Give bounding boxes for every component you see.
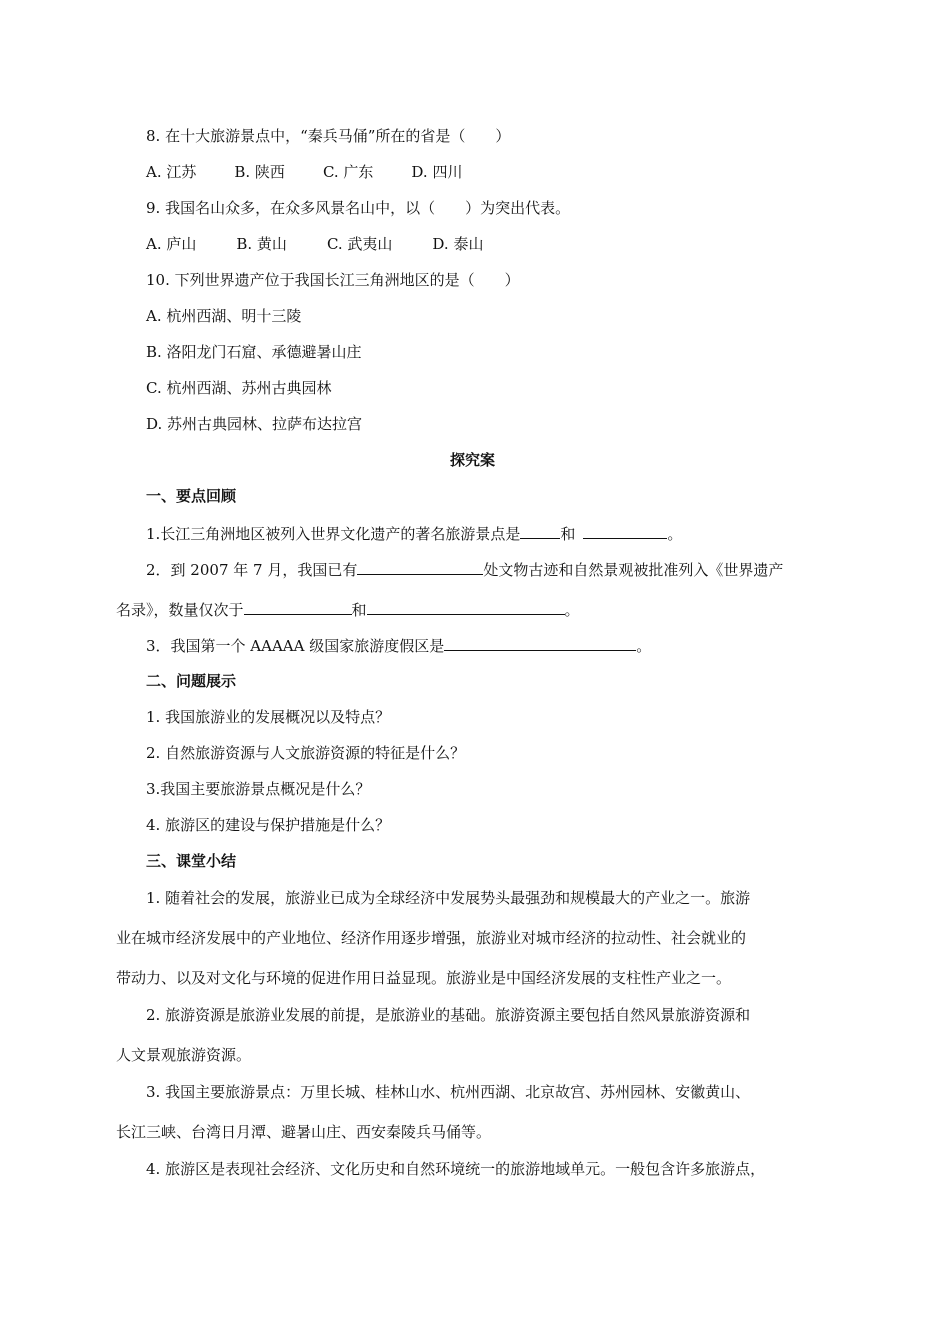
q10-option-a: A. 杭州西湖、明十三陵: [146, 307, 302, 325]
q9-option-a: A. 庐山: [146, 235, 197, 253]
q10-stem: 10. 下列世界遗产位于我国长江三角洲地区的是（ ）: [146, 271, 520, 289]
q9-stem: 9. 我国名山众多，在众多风景名山中，以（ ）为突出代表。: [146, 199, 571, 217]
review-heading: 一、要点回顾: [146, 487, 237, 505]
q8-option-b: B. 陕西: [234, 163, 285, 181]
question-item: 1. 我国旅游业的发展概况以及特点？: [146, 708, 391, 726]
summary-p1-line2: 业在城市经济发展中的产业地位、经济作用逐步增强，旅游业对城市经济的拉动性、社会就业的: [116, 929, 747, 947]
answer-blank[interactable]: [244, 598, 352, 615]
q8-stem: 8. 在十大旅游景点中，“秦兵马俑”所在的省是（ ）: [146, 127, 511, 145]
summary-p2-line1: 2. 旅游资源是旅游业发展的前提，是旅游业的基础。旅游资源主要包括自然风景旅游资源和: [146, 1006, 751, 1024]
summary-p1-line3: 带动力、以及对文化与环境的促进作用日益显现。旅游业是中国经济发展的支柱性产业之一。: [116, 969, 732, 987]
q9-option-d: D. 泰山: [432, 235, 484, 253]
summary-p1-line1: 1. 随着社会的发展，旅游业已成为全球经济中发展势头最强劲和规模最大的产业之一。旅游: [146, 889, 751, 907]
questions-heading: 二、问题展示: [146, 672, 237, 690]
question-item: 3.我国主要旅游景点概况是什么？: [146, 780, 371, 798]
q9-option-c: C. 武夷山: [326, 235, 393, 253]
q10-option-c: C. 杭州西湖、苏州古典园林: [146, 379, 332, 397]
answer-blank[interactable]: [367, 598, 565, 615]
q8-options: [146, 162, 462, 182]
q8-option-d: D. 四川: [411, 163, 463, 181]
section-title: 探究案: [450, 451, 496, 469]
question-item: 4. 旅游区的建设与保护措施是什么？: [146, 816, 391, 834]
review-item-2-continued: 名录》，数量仅次于 和 。: [116, 598, 580, 620]
answer-blank[interactable]: [583, 522, 667, 539]
q9-options: [146, 234, 483, 254]
q8-option-a: A. 江苏: [146, 163, 197, 181]
review-item-3: 3．我国第一个 AAAAA 级国家旅游度假区是 。: [146, 634, 651, 656]
summary-heading: 三、课堂小结: [146, 852, 237, 870]
question-item: 2. 自然旅游资源与人文旅游资源的特征是什么？: [146, 744, 466, 762]
q10-option-b: B. 洛阳龙门石窟、承德避暑山庄: [146, 343, 362, 361]
summary-p4-line1: 4. 旅游区是表现社会经济、文化历史和自然环境统一的旅游地域单元。一般包含许多旅游点，: [146, 1160, 766, 1178]
answer-blank[interactable]: [520, 522, 560, 539]
answer-blank[interactable]: [357, 558, 483, 575]
summary-p3-line2: 长江三峡、台湾日月潭、避暑山庄、西安秦陵兵马俑等。: [116, 1123, 492, 1141]
answer-blank[interactable]: [444, 634, 636, 651]
review-item-2: 2．到 2007 年 7 月，我国已有 处文物古迹和自然景观被批准列入《世界遗产: [146, 558, 783, 580]
q10-option-d: D. 苏州古典园林、拉萨布达拉宫: [146, 415, 363, 433]
summary-p2-line2: 人文景观旅游资源。: [116, 1046, 252, 1064]
review-item-1: 1.长江三角洲地区被列入世界文化遗产的著名旅游景点是 和 。: [146, 522, 682, 544]
q9-option-b: B. 黄山: [236, 235, 287, 253]
summary-p3-line1: 3. 我国主要旅游景点：万里长城、桂林山水、杭州西湖、北京故宫、苏州园林、安徽黄山、: [146, 1083, 751, 1101]
q8-option-c: C. 广东: [322, 163, 374, 181]
